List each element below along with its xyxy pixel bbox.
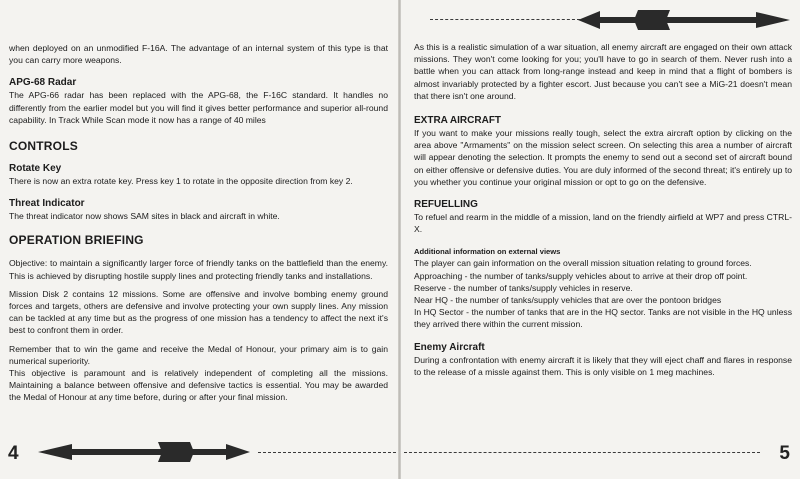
missile-left-icon [38, 440, 250, 464]
external-views-heading: Additional information on external views [414, 247, 561, 257]
bottom-left-dashed-rule [258, 452, 396, 453]
external-views-intro: The player can gain information on the overall mission situation relating to ground forces. [414, 258, 752, 269]
radar-heading: APG-68 Radar [9, 77, 77, 89]
bottom-right-dashed-rule [404, 452, 760, 453]
intro-text: As this is a realistic simulation of a war situation, all enemy aircraft are engaged on their own attack missions. They won't come looking for you; you'll have to go in search of them. Never rush into a battle when you can attack from long-range instead and keep in mind that a flight of bombers is almost invariably protected by a fighter escort. Just because you can't see a MiG-21 doesn't mean that there isn't one around. [414, 42, 792, 101]
intro-text: when deployed on an unmodified F-16A. The advantage of an internal system of this type is that you can carry more weapons. [9, 43, 388, 66]
controls-heading: CONTROLS [9, 139, 78, 154]
right-page [402, 0, 800, 479]
extra-aircraft-heading: EXTRA AIRCRAFT [414, 115, 502, 127]
operation-briefing-heading: OPERATION BRIEFING [9, 233, 144, 248]
briefing-paragraph: Remember that to win the game and receive the Medal of Honour, your primary aim is to gain numerical superiority. [9, 343, 388, 366]
refuelling-text: To refuel and rearm in the middle of a mission, land on the friendly airfield at WP7 and press CTRL-X. [414, 212, 792, 235]
extra-aircraft-text: If you want to make your missions really tough, select the extra aircraft option by clicking on the area above "Armaments" on the mission select screen. On selecting this area a number of aircraft will appear denoting the selection. It prompts the enemy to send out a second set of aircraft bound on either offensive or defensive duties. You are duly informed of the second threat; it's entirely up to you whether you continue your original mission or opt to go on the defensive. [414, 128, 792, 187]
enemy-aircraft-text: During a confrontation with enemy aircraft it is likely that they will eject chaff and flares in response to the release of a missle against them. This is only visible on 1 meg machines. [414, 354, 792, 377]
briefing-paragraph: Mission Disk 2 contains 12 missions. Some are offensive and involve bombing enemy ground forces and targets, others are defensive and involve protecting your own supply lines. Any mission can be tackled at any time but as the progress of one mission has a tendency to affect the next it's best to confront them in order. [9, 288, 388, 336]
briefing-paragraph: Objective: to maintain a significantly larger force of friendly tanks on the battlefield than the enemy. This is achieved by disrupting hostile supply lines and protecting friendly tanks and installations. [9, 258, 388, 281]
threat-indicator-heading: Threat Indicator [9, 198, 85, 210]
rotate-key-text: There is now an extra rotate key. Press key 1 to rotate in the opposite direction from key 2. [9, 176, 353, 187]
refuelling-heading: REFUELLING [414, 199, 478, 211]
radar-text: The APG-66 radar has been replaced with the APG-68, the F-16C standard. It handles no differently from the earlier model but you will find it gives better performance and superior all-round capability. In Track While Scan mode it now has a range of 40 miles [9, 90, 388, 125]
view-item: Approaching - the number of tanks/supply vehicles about to arrive at their drop off point. [414, 270, 748, 281]
briefing-paragraph: This objective is paramount and is relatively independent of completing all the missions. Maintaining a balance between offensive and defensive tactics is essential. You may be awarded the Medal of Honour at any time before, during or after your final mission. [9, 368, 388, 403]
rotate-key-heading: Rotate Key [9, 163, 62, 175]
enemy-aircraft-heading: Enemy Aircraft [414, 341, 485, 353]
page-number-right: 5 [779, 443, 790, 464]
page-number-left: 4 [8, 443, 19, 464]
view-item: Near HQ - the number of tanks/supply vehicles that are over the pontoon bridges [414, 295, 722, 306]
view-item: Reserve - the number of tanks/supply vehicles in reserve. [414, 282, 633, 293]
threat-indicator-text: The threat indicator now shows SAM sites in black and aircraft in white. [9, 211, 280, 222]
view-item: In HQ Sector - the number of tanks that are in the HQ sector. Tanks are not visible in the HQ unless they arrived there within the current mission. [414, 307, 792, 330]
